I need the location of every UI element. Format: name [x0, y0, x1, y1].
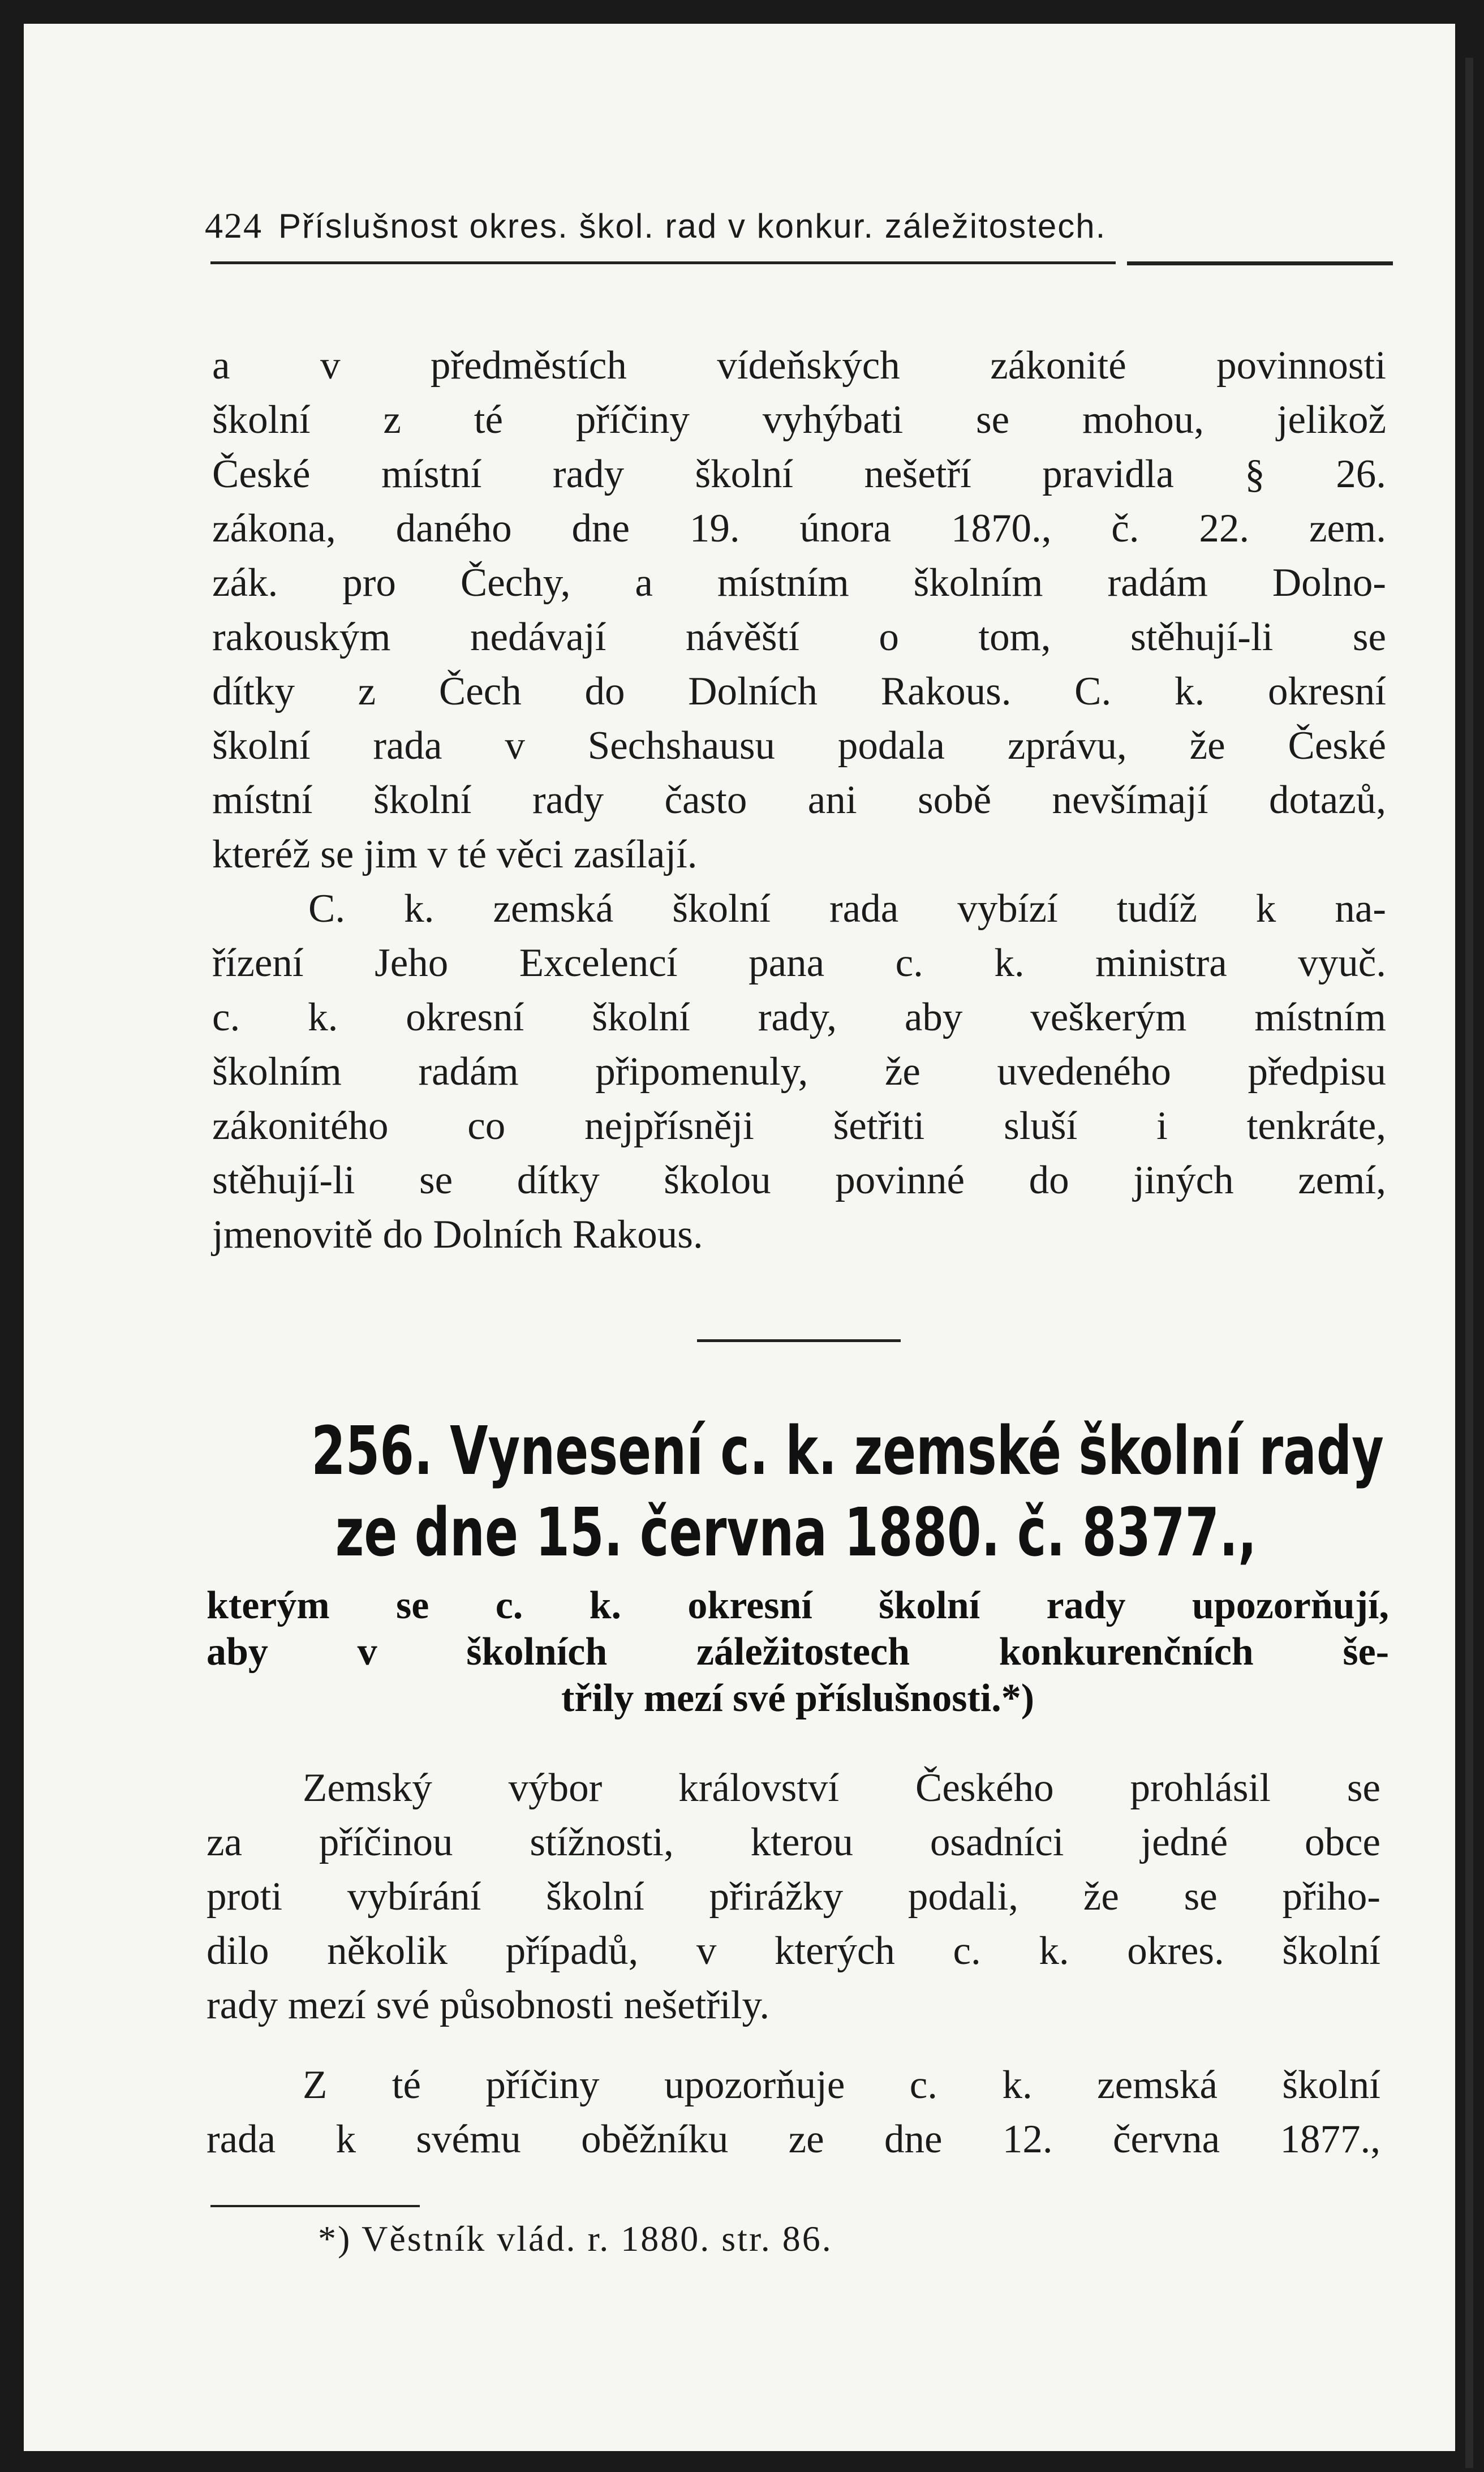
text-line: za příčinou stížnosti, kterou osadníci jedné obce — [207, 1820, 1380, 1864]
running-header — [205, 205, 1106, 247]
text-line: školní z té příčiny vyhýbati se mohou, jelikož — [212, 398, 1386, 442]
text-line: c. k. okresní školní rady, aby veškerým místním — [212, 995, 1386, 1039]
footnote-rule — [210, 2205, 420, 2207]
text-line: řízení Jeho Excelencí pana c. k. ministra vyuč. — [212, 941, 1386, 985]
text-line: školní rada v Sechshausu podala zprávu, že České — [212, 724, 1386, 768]
footnote: *) Věstník vlád. r. 1880. str. 86. — [318, 2219, 833, 2259]
text-line: rady mezí své působnosti nešetřily. — [207, 1983, 770, 2027]
text-line: jmenovitě do Dolních Rakous. — [212, 1213, 703, 1257]
decree-date: ze dne 15. června 1880. č. 8377., — [335, 1493, 1257, 1571]
header-rule-right — [1127, 261, 1393, 265]
subtitle-line: třily mezí své příslušnosti.*) — [561, 1676, 1035, 1720]
subtitle-line: aby v školních záležitostech konkurenčních še- — [207, 1630, 1389, 1674]
running-title: Příslušnost okres. škol. rad v konkur. záležitostech. — [278, 207, 1107, 245]
text-line: zákonitého co nejpřísněji šetřiti sluší i tenkráte, — [212, 1104, 1386, 1148]
text-line: rada k svému oběžníku ze dne 12. června 1877., — [207, 2117, 1380, 2161]
text-line: zákona, daného dne 19. února 1870., č. 22. zem. — [212, 506, 1386, 551]
text-line: kteréž se jim v té věci zasílají. — [212, 832, 698, 876]
page-edge-shadow — [1465, 58, 1473, 2468]
paragraph-continuation — [212, 338, 1386, 1262]
header-rule-left — [210, 261, 1116, 264]
text-line: zák. pro Čechy, a místním školním radám Dolno- — [212, 561, 1386, 605]
decree-heading — [311, 1410, 1384, 1573]
paragraph-body — [207, 2058, 1380, 2166]
section-separator — [697, 1339, 901, 1342]
text-line: a v předměstích vídeňských zákonité povinnosti — [212, 343, 1386, 388]
text-line: České místní rady školní nešetří pravidla § 26. — [212, 452, 1386, 496]
text-line: proti vybírání školní přirážky podali, že se přiho- — [207, 1875, 1380, 1919]
text-line: Z té příčiny upozorňuje c. k. zemská školní — [303, 2063, 1380, 2107]
text-line: dilo několik případů, v kterých c. k. okres. školní — [207, 1929, 1380, 1973]
decree-subtitle — [207, 1583, 1389, 1722]
text-line: rakouským nedávají návěští o tom, stěhují-li se — [212, 615, 1386, 659]
text-line: C. k. zemská školní rada vybízí tudíž k na- — [308, 887, 1386, 931]
subtitle-line: kterým se c. k. okresní školní rady upozorňují, — [207, 1584, 1389, 1627]
book-page — [24, 24, 1455, 2451]
text-line: školním radám připomenuly, že uvedeného předpisu — [212, 1050, 1386, 1094]
page-number: 424 — [205, 205, 263, 246]
text-line: stěhují-li se dítky školou povinné do jiných zemí, — [212, 1158, 1386, 1202]
text-line: Zemský výbor království Českého prohlásil se — [303, 1766, 1380, 1810]
text-line: místní školní rady často ani sobě nevšímají dotazů, — [212, 778, 1386, 822]
paragraph-body — [207, 1761, 1380, 2032]
decree-title: 256. Vynesení c. k. zemské školní rady — [311, 1412, 1384, 1490]
text-line: dítky z Čech do Dolních Rakous. C. k. okresní — [212, 669, 1386, 713]
